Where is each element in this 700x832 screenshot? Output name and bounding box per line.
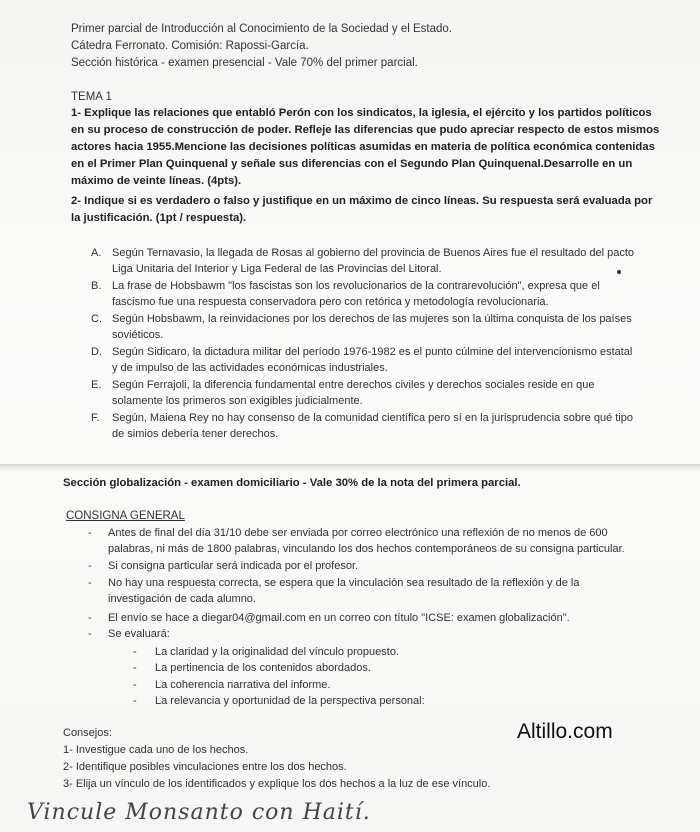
item-b-line: La frase de Hobsbawm "los fascistas son los revolucionarios de la contrarevolución", expresa que el [112,280,600,292]
bullet-dash: - [88,560,92,572]
header-section: Sección histórica - examen presencial - Vale 70% del primer parcial. [71,57,418,69]
sub-bullet-line: La coherencia narrativa del informe. [155,679,331,691]
ink-speck [617,270,621,274]
bullet-line: Antes de final del día 31/10 debe ser enviada por correo electrónico una reflexión de no menos de 600 [108,527,608,539]
item-f-line: de simios debería tener derechos. [112,428,279,440]
item-f-line: Según, Maiena Rey no hay consenso de la comunidad científica pero sí en la jurisprudencia sobre qué tipo [112,412,633,424]
item-a-line: Según Ternavasio, la llegada de Rosas al gobierno del provincia de Buenos Aires fue el resultado del pacto [112,247,635,259]
item-c-line: Según Hobsbawm, la reinvidaciones por los derechos de las mujeres son la última conquista de los países [112,313,632,325]
bullet-dash: - [88,612,92,624]
consejo-line: 3- Elija un vínculo de los identificados y explique los dos hechos a la luz de ese vínculo. [63,778,491,790]
item-marker: F. [91,412,100,424]
sub-bullet-dash: - [133,679,137,691]
consejo-line: 2- Identifique posibles vinculaciones entre los dos hechos. [63,761,347,773]
item-marker: A. [91,247,102,259]
consejos-title: Consejos: [63,727,112,739]
bullet-line: investigación de cada alumno. [108,593,256,605]
altillo-watermark: Altillo.com [517,720,613,743]
handwritten-note: Vincule Monsanto con Haití. [27,800,371,825]
sub-bullet-dash: - [133,662,137,674]
q1-line: en su proceso de construcción de poder. Refleje las diferencias que pudo apreciar respecto de estos mismos [71,124,660,136]
sub-bullet-dash: - [133,695,137,707]
consigna-title: CONSIGNA GENERAL [66,510,185,522]
bullet-line: El envío se hace a diegar04@gmail.com en un correo con título "ICSE: examen globalización". [108,612,570,624]
item-marker: C. [91,313,102,325]
paper-fold-shadow [0,466,700,472]
globalizacion-title: Sección globalización - examen domiciliario - Vale 30% de la nota del primera parcial. [63,477,521,489]
sub-bullet-line: La pertinencia de los contenidos abordados. [155,662,371,674]
item-a-line: Liga Unitaria del Interior y Liga Federal de las Provincias del Litoral. [112,263,442,275]
item-d-line: Según Sidicaro, la dictadura militar del período 1976-1982 es el punto cúlmine del intervencionismo estatal [112,346,633,358]
tema-title: TEMA 1 [71,91,112,103]
q1-line: máximo de veinte líneas. (4pts). [71,175,242,187]
bullet-line: Si consigna particular será indicada por el profesor. [108,560,359,572]
item-marker: E. [91,379,102,391]
q1-line: 1- Explique las relaciones que entabló Perón con los sindicatos, la iglesia, el ejército y los partidos políticos [71,107,652,119]
item-marker: B. [91,280,102,292]
bullet-dash: - [88,527,92,539]
q1-line: actores hacia 1955.Mencione las decisiones políticas asumidas en materia de política económica contenidas [71,141,655,153]
q2-line: la justificación. (1pt / respuesta). [71,212,247,224]
sub-bullet-line: La relevancia y oportunidad de la perspectiva personal: [155,695,425,707]
item-b-line: fascismo fue una respuesta conservadora pero con retórica y metodología revolucionaria. [112,296,549,308]
consejo-line: 1- Investigue cada uno de los hechos. [63,744,249,756]
bullet-dash: - [88,628,92,640]
item-d-line: y de impulso de las actividades económicas industriales. [112,362,388,374]
item-c-line: soviéticos. [112,329,164,341]
bullet-line: palabras, ni más de 1800 palabras, vinculando los dos hechos contemporáneos de su consigna particular. [108,543,625,555]
bullet-dash: - [88,577,92,589]
item-marker: D. [91,346,102,358]
q2-line: 2- Indique si es verdadero o falso y justifique en un máximo de cinco líneas. Su respuesta será evaluada por [71,195,653,207]
header-title: Primer parcial de Introducción al Conocimiento de la Sociedad y el Estado. [71,23,452,35]
bullet-line: Se evaluará: [108,628,170,640]
q1-line: en el Primer Plan Quinquenal y señale sus diferencias con el Segundo Plan Quinquenal.Desarrolle en un [71,158,633,170]
bullet-line: No hay una respuesta correcta, se espera que la vinculación sea resultado de la reflexión y de la [108,577,580,589]
item-e-line: solamente los primeros son exigibles judicialmente. [112,395,363,407]
header-catedra: Cátedra Ferronato. Comisión: Rapossi-García. [71,40,309,52]
sub-bullet-line: La claridad y la originalidad del vínculo propuesto. [155,646,399,658]
sub-bullet-dash: - [133,646,137,658]
item-e-line: Según Ferrajoli, la diferencia fundamental entre derechos civiles y derechos sociales reside en que [112,379,595,391]
